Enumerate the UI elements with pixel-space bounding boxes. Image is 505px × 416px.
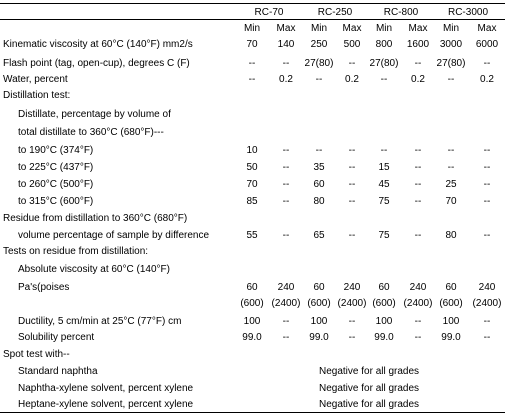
row-label: Water, percent (3, 74, 68, 85)
table-cell: 85 (246, 196, 258, 207)
table-cell: 27(80) (436, 58, 466, 69)
table-cell: 99.0 (242, 332, 262, 343)
min-max-header: Max (342, 23, 362, 34)
table-cell: (600) (307, 298, 331, 309)
table-cell: 100 (442, 316, 460, 327)
min-max-header: Max (477, 23, 497, 34)
table-cell: -- (414, 162, 422, 173)
table-cell: 45 (378, 179, 390, 190)
table-cell: 100 (310, 316, 328, 327)
table-cell: 240 (343, 282, 361, 293)
table-cell: -- (414, 230, 422, 241)
table-cell: -- (282, 145, 290, 156)
table-cell: -- (282, 179, 290, 190)
row-label: to 190°C (374°F) (18, 145, 94, 156)
bottom-rule (0, 412, 505, 413)
row-note: Negative for all grades (319, 399, 420, 410)
table-cell: -- (380, 145, 388, 156)
table-cell: -- (248, 74, 256, 85)
row-label: Spot test with-- (3, 349, 70, 360)
table-cell: -- (447, 74, 455, 85)
table-cell: 100 (375, 316, 393, 327)
table-cell: -- (282, 196, 290, 207)
grade-header: RC-800 (383, 7, 419, 18)
row-note: Negative for all grades (319, 383, 420, 394)
table-cell: 25 (445, 179, 457, 190)
row-label: to 225°C (437°F) (18, 162, 94, 173)
table-cell: -- (414, 179, 422, 190)
table-cell: -- (348, 230, 356, 241)
min-max-header: Min (243, 23, 261, 34)
table-cell: 240 (409, 282, 427, 293)
table-cell: 70 (246, 179, 258, 190)
table-cell: -- (248, 58, 256, 69)
table-cell: -- (483, 145, 491, 156)
table-cell: (600) (439, 298, 463, 309)
row-label: total distillate to 360°C (680°F)--- (18, 127, 164, 138)
row-label: Absolute viscosity at 60°C (140°F) (18, 264, 170, 275)
table-cell: 60 (246, 282, 258, 293)
table-cell: -- (414, 145, 422, 156)
min-max-header: Min (310, 23, 328, 34)
table-cell: -- (414, 196, 422, 207)
table-cell: 99.0 (441, 332, 461, 343)
grade-header: RC-70 (254, 7, 284, 18)
table-cell: -- (282, 58, 290, 69)
table-cell: 3000 (439, 39, 463, 50)
table-cell: -- (348, 316, 356, 327)
top-rule (0, 3, 505, 4)
row-label: to 260°C (500°F) (18, 179, 94, 190)
table-cell: -- (483, 179, 491, 190)
table-cell: 6000 (475, 39, 499, 50)
row-label: Pa's(poises (18, 282, 70, 293)
table-cell: -- (414, 332, 422, 343)
min-max-header: Max (408, 23, 428, 34)
min-max-header: Min (375, 23, 393, 34)
table-cell: 15 (378, 162, 390, 173)
table-cell: -- (282, 316, 290, 327)
table-cell: -- (315, 74, 323, 85)
table-cell: 60 (313, 282, 325, 293)
row-note: Negative for all grades (319, 366, 420, 377)
table-cell: 10 (246, 145, 258, 156)
table-cell: 80 (313, 196, 325, 207)
table-cell: 240 (478, 282, 496, 293)
table-cell: 75 (378, 196, 390, 207)
table-cell: (2400) (271, 298, 301, 309)
table-cell: 0.2 (411, 74, 425, 85)
row-label: Ductility, 5 cm/min at 25°C (77°F) cm (18, 316, 182, 327)
table-cell: 70 (445, 196, 457, 207)
grade-header: RC-250 (317, 7, 353, 18)
table-cell: -- (414, 316, 422, 327)
table-cell: 70 (246, 39, 258, 50)
table-cell: 55 (246, 230, 258, 241)
row-label: Distillate, percentage by volume of (18, 109, 171, 120)
table-cell: -- (483, 230, 491, 241)
table-cell: 60 (445, 282, 457, 293)
row-label: Kinematic viscosity at 60°C (140°F) mm2/s (3, 39, 193, 50)
row-label: volume percentage of sample by difference (18, 230, 210, 241)
table-cell: 35 (313, 162, 325, 173)
table-cell: -- (447, 162, 455, 173)
table-cell: -- (414, 58, 422, 69)
table-cell: 100 (243, 316, 261, 327)
table-cell: -- (348, 58, 356, 69)
table-cell: -- (483, 316, 491, 327)
row-label: to 315°C (600°F) (18, 196, 94, 207)
table-cell: -- (282, 162, 290, 173)
row-label: Tests on residue from distillation: (3, 246, 149, 257)
table-cell: -- (348, 179, 356, 190)
table-cell: -- (483, 58, 491, 69)
grade-header: RC-3000 (447, 7, 489, 18)
table-cell: 60 (313, 179, 325, 190)
row-label: Heptane-xylene solvent, percent xylene (18, 399, 194, 410)
table-cell: -- (348, 332, 356, 343)
table-cell: 0.2 (345, 74, 359, 85)
row-label: Standard naphtha (18, 366, 98, 377)
table-cell: 75 (378, 230, 390, 241)
table-cell: 800 (375, 39, 393, 50)
min-max-header: Min (442, 23, 460, 34)
table-cell: -- (282, 332, 290, 343)
table-cell: 240 (277, 282, 295, 293)
table-cell: 140 (277, 39, 295, 50)
table-cell: -- (483, 332, 491, 343)
table-cell: -- (348, 145, 356, 156)
table-cell: 50 (246, 162, 258, 173)
table-cell: (2400) (472, 298, 502, 309)
table-cell: -- (348, 196, 356, 207)
row-label: Flash point (tag, open-cup), degrees C (F) (3, 58, 190, 69)
table-cell: -- (447, 145, 455, 156)
table-cell: 0.2 (279, 74, 293, 85)
table-cell: 500 (343, 39, 361, 50)
table-cell: 0.2 (480, 74, 494, 85)
table-cell: -- (483, 162, 491, 173)
table-cell: -- (380, 74, 388, 85)
table-cell: (600) (372, 298, 396, 309)
table-cell: -- (348, 162, 356, 173)
table-cell: 27(80) (369, 58, 399, 69)
table-cell: 80 (445, 230, 457, 241)
table-cell: -- (315, 145, 323, 156)
table-cell: 1600 (406, 39, 430, 50)
table-cell: 250 (310, 39, 328, 50)
row-label: Naphtha-xylene solvent, percent xylene (18, 383, 194, 394)
row-label: Residue from distillation to 360°C (680°F) (3, 213, 188, 224)
table-cell: 60 (378, 282, 390, 293)
table-cell: (2400) (403, 298, 433, 309)
table-cell: -- (483, 196, 491, 207)
table-cell: 99.0 (374, 332, 394, 343)
table-cell: 27(80) (304, 58, 334, 69)
table-cell: 65 (313, 230, 325, 241)
table-cell: (2400) (337, 298, 367, 309)
row-label: Distillation test: (3, 90, 71, 101)
min-max-header: Max (276, 23, 296, 34)
grade-rule (0, 19, 505, 20)
table-cell: 99.0 (309, 332, 329, 343)
table-cell: (600) (240, 298, 264, 309)
table-cell: -- (282, 230, 290, 241)
row-label: Solubility percent (18, 332, 95, 343)
